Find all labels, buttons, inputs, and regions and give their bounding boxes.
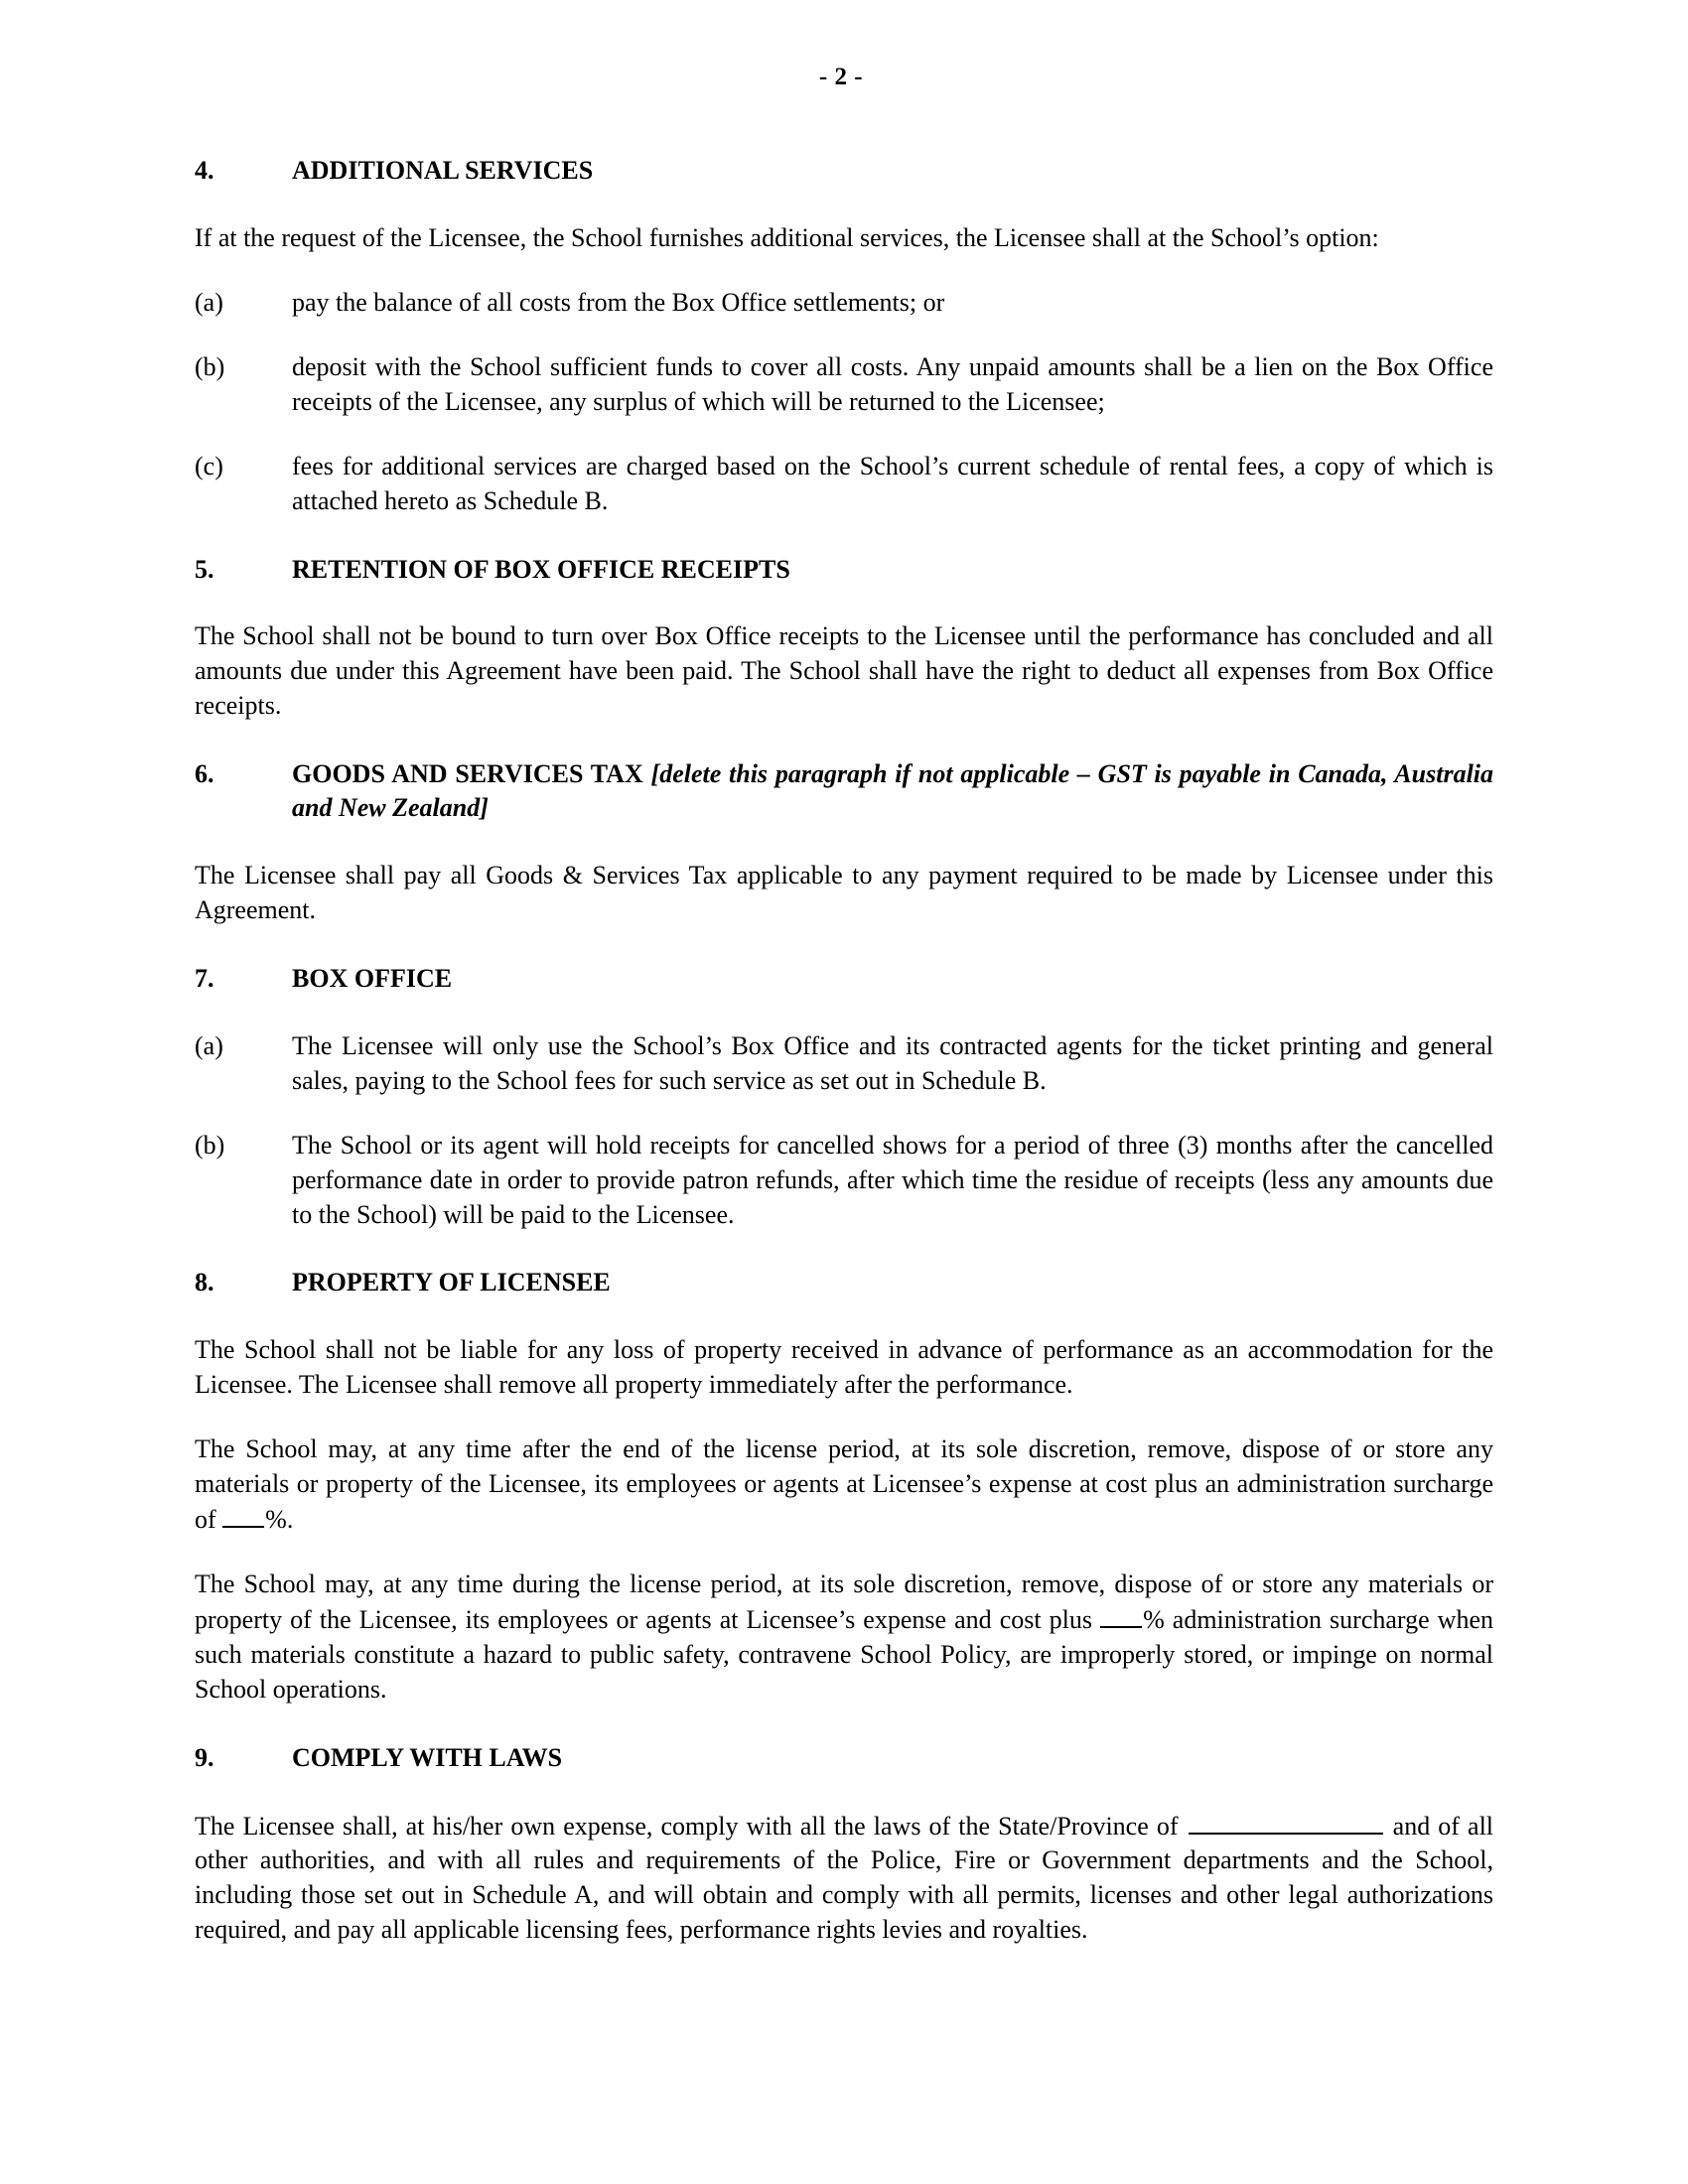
section-heading-7 <box>195 962 1493 996</box>
section-title-7: BOX OFFICE <box>292 963 453 993</box>
spacer <box>195 1099 1493 1129</box>
section-heading-5 <box>195 553 1493 587</box>
list-item <box>195 1029 1493 1099</box>
spacer <box>195 1775 1493 1809</box>
page-number-header: - 2 - <box>818 64 864 90</box>
list-item <box>195 286 1493 321</box>
hazard-surcharge-percent-blank-field[interactable] <box>1100 1602 1142 1628</box>
section-8-paragraph-2-text-after-blank: %. <box>265 1505 294 1535</box>
document-body <box>195 154 1493 1948</box>
section-8-paragraph-3 <box>195 1568 1493 1707</box>
spacer <box>195 321 1493 350</box>
section-4-intro-paragraph: If at the request of the Licensee, the School furnishes additional services, the Licensee shall at the School’s option: <box>195 222 1379 252</box>
spacer <box>195 420 1493 450</box>
section-6-paragraph: The Licensee shall pay all Goods & Services Tax applicable to any payment required to be made by Licensee under this Agreement. <box>195 860 1493 924</box>
section-number-7: 7. <box>195 963 214 993</box>
item-label-7a: (a) <box>195 1030 223 1060</box>
section-number-5: 5. <box>195 554 214 584</box>
state-province-blank-field[interactable] <box>1189 1809 1383 1835</box>
section-title-9: COMPLY WITH LAWS <box>292 1742 563 1772</box>
spacer <box>195 256 1493 286</box>
spacer <box>195 519 1493 553</box>
section-number-4: 4. <box>195 156 214 185</box>
item-text-4a: pay the balance of all costs from the Box Office settlements; or <box>292 287 945 317</box>
spacer <box>195 1403 1493 1433</box>
spacer <box>195 825 1493 859</box>
spacer <box>195 188 1493 221</box>
section-8-paragraph-3-text-after-blank: % administration surcharge when such materials constitute a hazard to public safety, contravene School Policy, are improperly stored, or impinge on normal School operations. <box>195 1604 1493 1704</box>
section-heading-9 <box>195 1741 1493 1775</box>
section-number-8: 8. <box>195 1268 214 1297</box>
item-label-4b: (b) <box>195 351 225 381</box>
section-heading-6 <box>195 757 1493 825</box>
item-label-7b: (b) <box>195 1130 225 1160</box>
surcharge-percent-blank-field[interactable] <box>222 1502 264 1528</box>
spacer <box>195 1232 1493 1266</box>
section-9-paragraph <box>195 1809 1493 1949</box>
spacer <box>195 1707 1493 1741</box>
spacer <box>195 586 1493 619</box>
section-8-paragraph-1: The School shall not be liable for any loss of property received in advance of performance as an accommodation for the Licensee. The Licensee shall remove all property immediately after the performance. <box>195 1335 1493 1400</box>
section-9-text-after-blank: and of all other authorities, and with all rules and requirements of the Police, Fire or Government departments and the School, including those set out in Schedule A, and will obtain and comply with all permits, licenses and other legal authorizations required, and pay all applicable licensing fees, performance rights levies and royalties. <box>195 1811 1494 1945</box>
section-title-6-editorial-note: [delete this paragraph if not applicable – GST is payable in Canada, Australia and New Zealand] <box>292 759 1494 823</box>
section-number-9: 9. <box>195 1742 214 1772</box>
list-item <box>195 350 1493 420</box>
section-8-paragraph-3-text-before-blank: The School may, at any time during the license period, at its sole discretion, remove, dispose of or store any materials or property of the Licensee, its employees or agents at Licensee’s expense and cost plus <box>195 1570 1493 1634</box>
list-item <box>195 1129 1493 1233</box>
item-label-4a: (a) <box>195 287 223 317</box>
item-text-4c: fees for additional services are charged based on the School’s current schedule of rental fees, a copy of which is attached hereto as Schedule B. <box>292 451 1493 515</box>
spacer <box>195 1299 1493 1333</box>
spacer <box>195 996 1493 1029</box>
section-5-paragraph: The School shall not be bound to turn over Box Office receipts to the Licensee until the performance has concluded and all amounts due under this Agreement have been paid. The School shall have the right to deduct all expenses from Box Office receipts. <box>195 621 1493 721</box>
section-8-paragraph-2-text-before-blank: The School may, at any time after the end of the license period, at its sole discretion, remove, dispose of or store any materials or property of the Licensee, its employees or agents at Licensee’s expense at cost plus an administration surcharge of <box>195 1434 1493 1535</box>
spacer <box>195 928 1493 962</box>
section-8-paragraph-2 <box>195 1433 1493 1538</box>
section-title-6-text: GOODS AND SERVICES TAX <box>292 759 643 789</box>
spacer <box>195 724 1493 757</box>
list-item <box>195 450 1493 519</box>
section-heading-4 <box>195 154 1493 188</box>
item-text-7a: The Licensee will only use the School’s Box Office and its contracted agents for the ticket printing and general sales, paying to the School fees for such service as set out in Schedule B. <box>292 1030 1493 1095</box>
section-title-5: RETENTION OF BOX OFFICE RECEIPTS <box>292 554 790 584</box>
section-title-6 <box>292 757 1493 825</box>
section-heading-8 <box>195 1266 1493 1299</box>
spacer <box>195 1538 1493 1568</box>
section-title-4: ADDITIONAL SERVICES <box>292 156 594 185</box>
item-text-7b: The School or its agent will hold receipts for cancelled shows for a period of three (3) months after the cancelled performance date in order to provide patron refunds, after which time the residue of receipts (less any amounts due to the School) will be paid to the Licensee. <box>292 1130 1493 1229</box>
section-number-6: 6. <box>195 759 214 789</box>
page-content-area <box>195 0 1493 1948</box>
item-text-4b: deposit with the School sufficient funds to cover all costs. Any unpaid amounts shall be a lien on the Box Office receipts of the Licensee, any surplus of which will be returned to the Licensee; <box>292 351 1493 416</box>
section-9-text-before-blank: The Licensee shall, at his/her own expense, comply with all the laws of the State/Province of <box>195 1811 1179 1841</box>
section-title-8: PROPERTY OF LICENSEE <box>292 1268 611 1297</box>
item-label-4c: (c) <box>195 451 223 480</box>
